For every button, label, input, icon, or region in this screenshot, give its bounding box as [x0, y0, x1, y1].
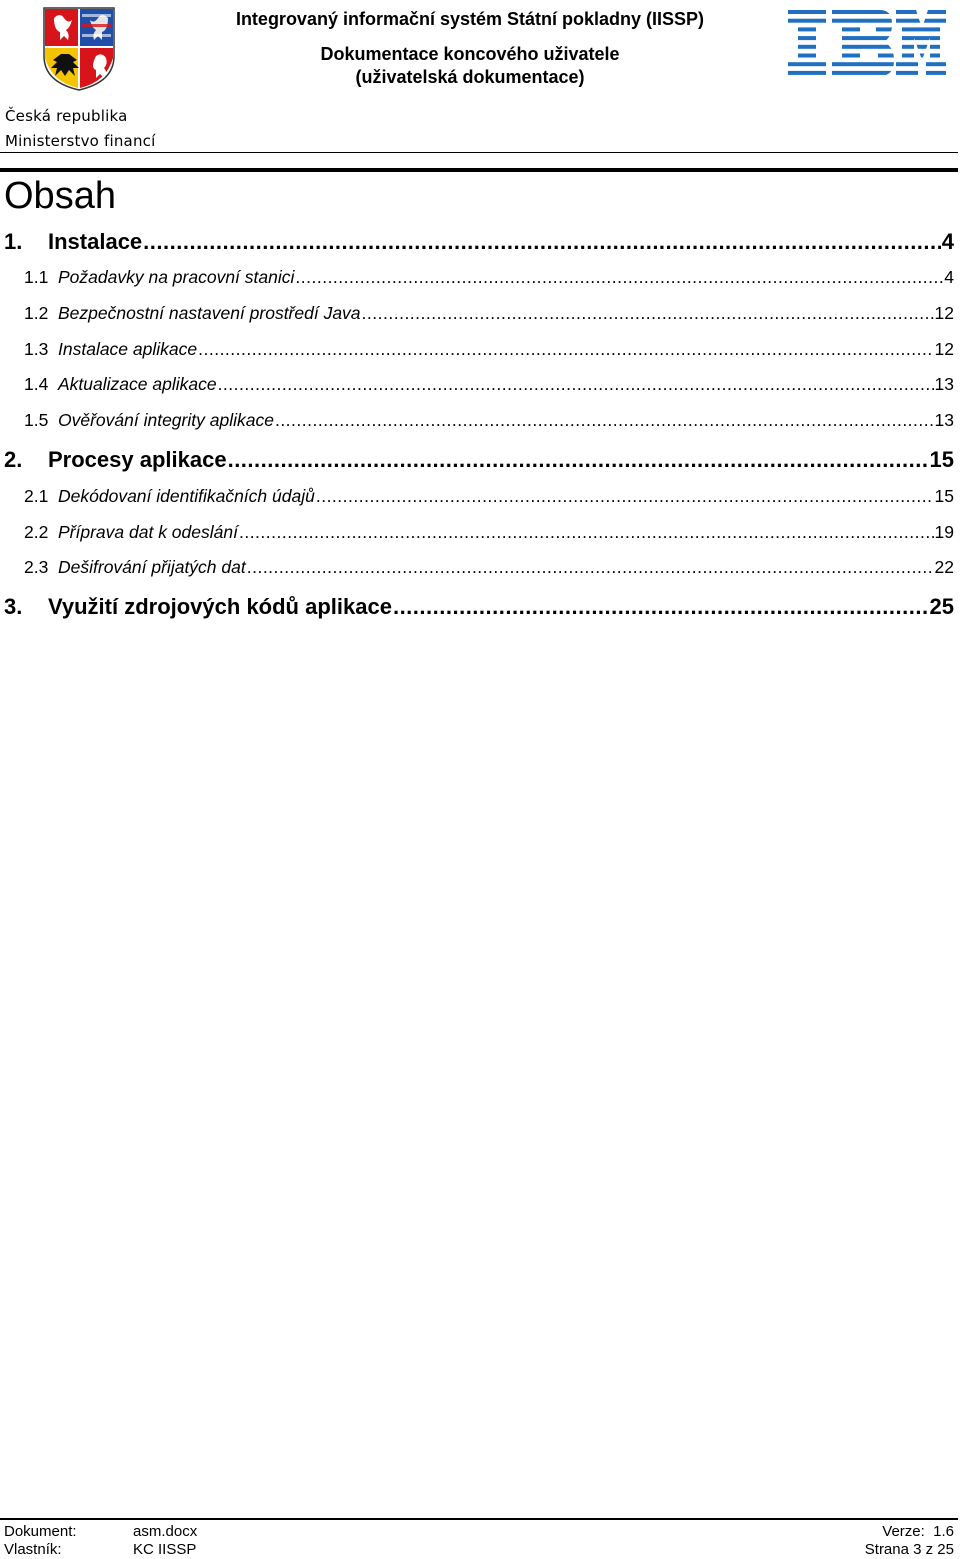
toc-page-number: 22: [934, 557, 954, 577]
toc-entry[interactable]: [4, 594, 954, 624]
toc-entry[interactable]: [4, 410, 954, 434]
toc-leader-dots: [239, 522, 934, 543]
toc-heading: Obsah: [4, 175, 116, 217]
header-subtitle: Dokumentace koncového uživatele: [320, 44, 620, 64]
section-divider: [0, 168, 958, 172]
footer-owner-label: Vlastník:: [4, 1541, 62, 1558]
toc-title: Využití zdrojových kódů aplikace: [48, 594, 392, 619]
org-country: Česká republika: [5, 107, 128, 125]
toc-leader-dots: [198, 339, 933, 360]
toc-title: Dekódovaní identifikačních údajů: [58, 486, 315, 506]
footer-version: Verze: 1.6: [882, 1523, 954, 1540]
toc-title: Ověřování integrity aplikace: [58, 410, 274, 430]
toc-leader-dots: [218, 374, 934, 395]
toc-number: 1.5: [24, 410, 49, 430]
toc-entry[interactable]: [4, 267, 954, 291]
toc-entry[interactable]: [4, 339, 954, 363]
toc-leader-dots: [275, 410, 934, 431]
toc-leader-dots: [247, 557, 934, 578]
toc-number: 3.: [4, 594, 23, 619]
toc-leader-dots: [362, 303, 934, 324]
footer-owner-value: KC IISSP: [133, 1541, 197, 1558]
toc-page-number: 4: [944, 267, 954, 287]
toc-entry[interactable]: [4, 486, 954, 510]
toc-page-number: 12: [934, 303, 954, 323]
toc-leader-dots: [393, 594, 929, 620]
toc-page-number: 12: [934, 339, 954, 359]
toc-number: 1.: [4, 229, 23, 254]
toc-page-number: 25: [929, 594, 954, 619]
toc-title: Příprava dat k odeslání: [58, 522, 238, 542]
footer-divider: [0, 1518, 958, 1520]
toc-entry[interactable]: [4, 522, 954, 546]
header-subtitle-2: (uživatelská dokumentace): [355, 67, 585, 87]
toc-entry[interactable]: [4, 557, 954, 581]
toc-title: Dešifrování přijatých dat: [58, 557, 246, 577]
toc-title: Požadavky na pracovní stanici: [58, 267, 295, 287]
toc-page-number: 15: [929, 447, 954, 472]
toc-entry[interactable]: [4, 447, 954, 477]
toc-title: Procesy aplikace: [48, 447, 227, 472]
toc-number: 2.: [4, 447, 23, 472]
footer-document-label: Dokument:: [4, 1523, 77, 1540]
coat-of-arms-icon: [42, 6, 116, 92]
toc-entry[interactable]: [4, 229, 954, 259]
footer-document-value: asm.docx: [133, 1523, 198, 1540]
toc-number: 2.3: [24, 557, 49, 577]
toc-title: Bezpečnostní nastavení prostředí Java: [58, 303, 361, 323]
toc-leader-dots: [143, 229, 941, 255]
org-ministry: Ministerstvo financí: [5, 132, 156, 150]
toc-page-number: 13: [934, 374, 954, 394]
ibm-logo: [786, 10, 948, 76]
toc-number: 1.3: [24, 339, 49, 359]
toc-page-number: 19: [934, 522, 954, 542]
toc-title: Instalace aplikace: [58, 339, 198, 359]
toc-leader-dots: [295, 267, 943, 288]
toc-leader-dots: [228, 447, 929, 473]
toc-number: 2.1: [24, 486, 49, 506]
header-divider: [0, 152, 958, 153]
toc-page-number: 4: [941, 229, 954, 254]
toc-number: 1.1: [24, 267, 49, 287]
toc-number: 1.2: [24, 303, 49, 323]
footer-page-number: Strana 3 z 25: [864, 1541, 954, 1558]
toc-page-number: 15: [934, 486, 954, 506]
toc-leader-dots: [316, 486, 934, 507]
toc-number: 1.4: [24, 374, 49, 394]
toc-title: Instalace: [48, 229, 143, 254]
toc-title: Aktualizace aplikace: [58, 374, 217, 394]
header-title: Integrovaný informační systém Státní pokladny (IISSP): [235, 9, 705, 29]
toc-page-number: 13: [934, 410, 954, 430]
toc-entry[interactable]: [4, 374, 954, 398]
toc-entry[interactable]: [4, 303, 954, 327]
toc-number: 2.2: [24, 522, 49, 542]
